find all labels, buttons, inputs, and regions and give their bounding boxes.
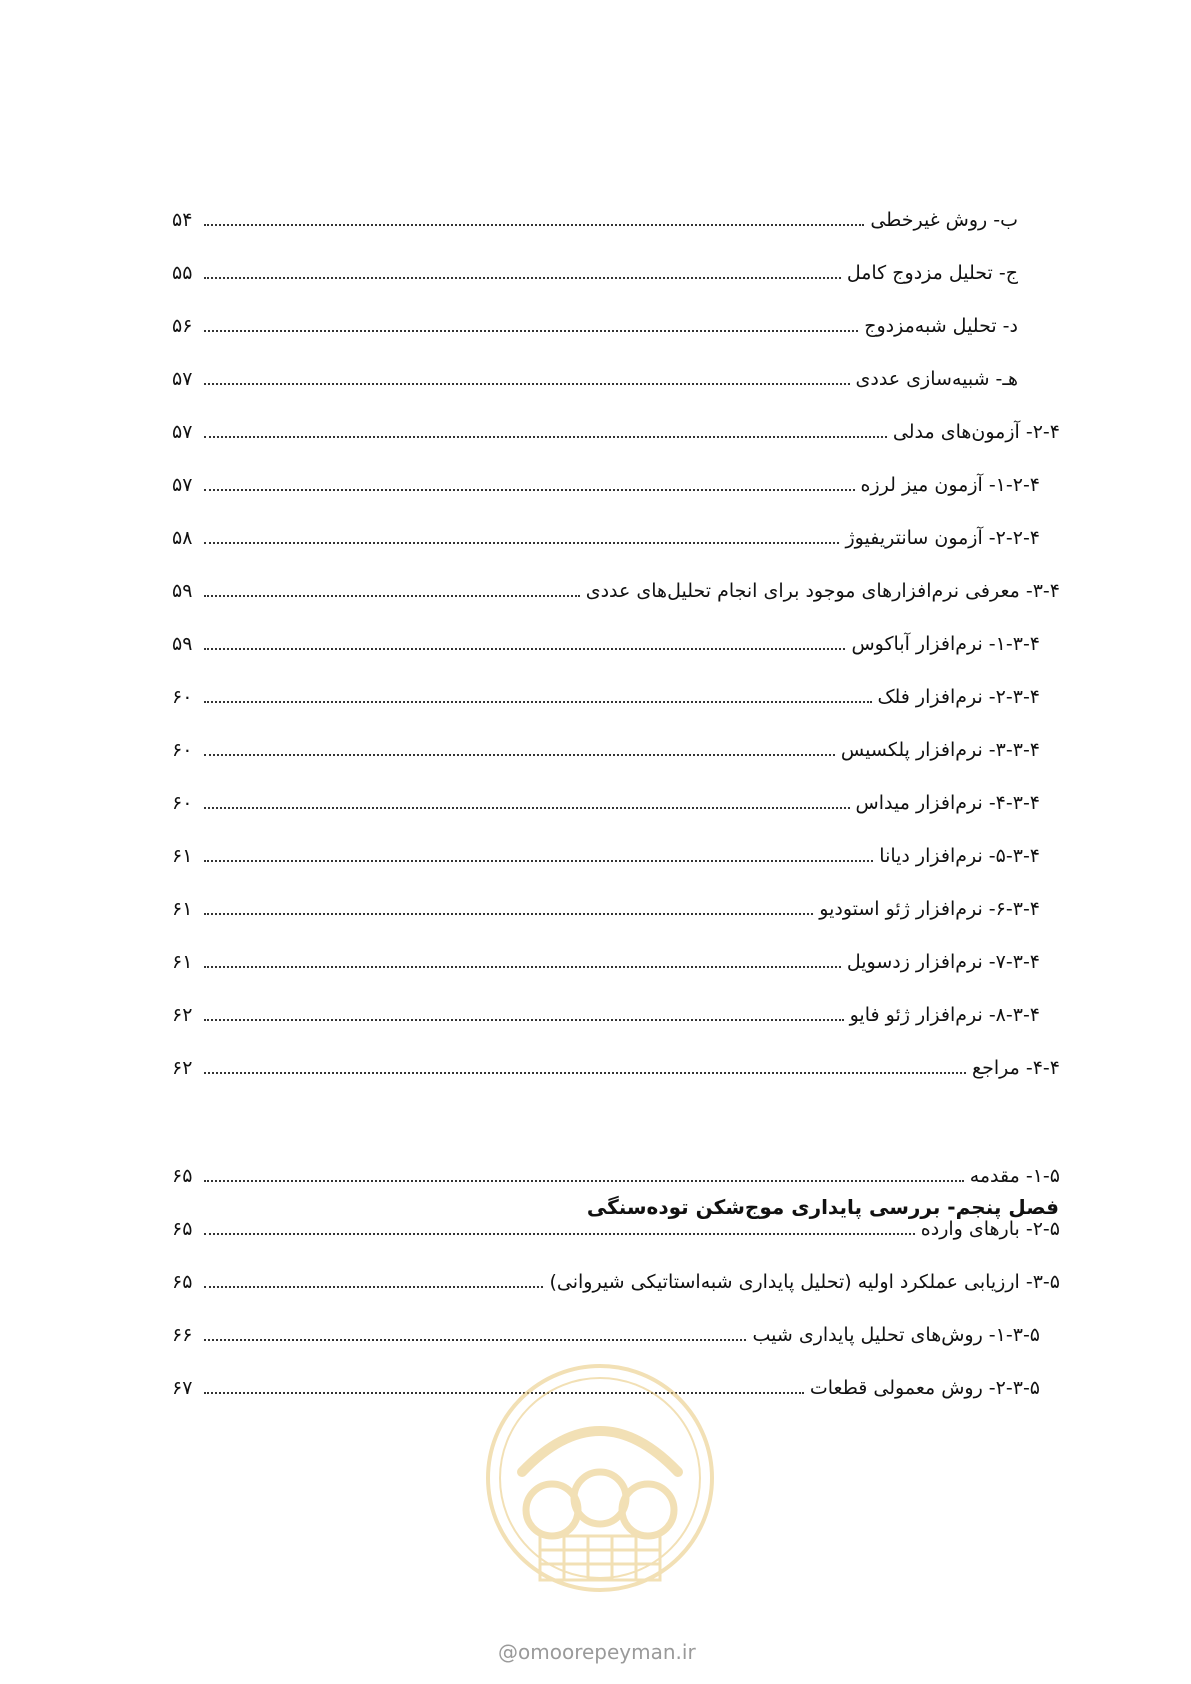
toc-title: ۴-۴- مراجع — [972, 1057, 1060, 1079]
toc-title: ۳-۴- معرفی نرم‌افزارهای موجود برای انجام تحلیل‌های عددی — [585, 580, 1060, 602]
toc-title: ۳-۳-۴- نرم‌افزار پلکسیس — [840, 739, 1040, 761]
seal-calligraphy-mark — [522, 1431, 678, 1472]
toc-row[interactable] — [172, 306, 1060, 340]
toc-title: ۳-۵- ارزیابی عملکرد اولیه (تحلیل پایداری شبه‌استاتیکی شیروانی) — [549, 1271, 1060, 1293]
dot-leader — [204, 1071, 966, 1074]
dot-leader — [204, 1338, 746, 1341]
toc-title: ۲-۳-۴- نرم‌افزار فلک — [877, 686, 1040, 708]
toc-row[interactable] — [172, 730, 1060, 764]
toc-page-number: ۶۷ — [172, 1377, 193, 1399]
toc-row[interactable] — [172, 783, 1060, 817]
toc-title: ۷-۳-۴- نرم‌افزار زدسویل — [846, 951, 1040, 973]
toc-title: ۸-۳-۴- نرم‌افزار ژئو فایو — [849, 1004, 1040, 1026]
dot-leader — [204, 223, 864, 226]
watermark-seal — [482, 1360, 718, 1596]
toc-page-number: ۵۹ — [172, 580, 193, 602]
dot-leader — [204, 753, 835, 756]
dot-leader — [204, 594, 580, 597]
seal-grid — [540, 1536, 660, 1580]
toc-page-number: ۵۷ — [172, 368, 193, 390]
dot-leader — [204, 488, 855, 491]
toc-row[interactable] — [172, 518, 1060, 552]
toc-page-number: ۶۶ — [172, 1324, 193, 1346]
toc-row[interactable] — [172, 1156, 1060, 1190]
toc-page-number: ۶۰ — [172, 792, 193, 814]
toc-page-number: ۶۵ — [172, 1218, 193, 1240]
toc-title: ۲-۲-۴- آزمون سانتریفیوژ — [845, 527, 1040, 549]
toc-page-number: ۶۵ — [172, 1271, 193, 1293]
toc-page-number: ۵۸ — [172, 527, 193, 549]
toc-row[interactable] — [172, 359, 1060, 393]
toc-page-number: ۶۲ — [172, 1057, 193, 1079]
toc-page-number: ۶۵ — [172, 1165, 193, 1187]
toc-title: ۱-۳-۴- نرم‌افزار آباکوس — [851, 633, 1040, 655]
dot-leader — [204, 382, 850, 385]
toc-page-number: ۶۱ — [172, 845, 193, 867]
gear-icon — [574, 1472, 626, 1524]
dot-leader — [204, 1018, 844, 1021]
dot-leader — [204, 806, 850, 809]
seal-inner-ring — [500, 1378, 700, 1578]
dot-leader — [204, 912, 813, 915]
dot-leader — [204, 541, 839, 544]
dot-leader — [204, 276, 841, 279]
toc-title: ب- روش غیرخطی — [870, 209, 1018, 231]
toc-row[interactable] — [172, 412, 1060, 446]
dot-leader — [204, 329, 858, 332]
toc-title: ۲-۴- آزمون‌های مدلی — [892, 421, 1060, 443]
toc-row[interactable] — [172, 624, 1060, 658]
toc-row[interactable] — [172, 677, 1060, 711]
toc-row[interactable] — [172, 1315, 1060, 1349]
dot-leader — [204, 1285, 543, 1288]
seal-outer-ring — [488, 1366, 712, 1590]
toc-page-number: ۶۱ — [172, 898, 193, 920]
toc-page-number: ۶۱ — [172, 951, 193, 973]
toc-title: ۱-۵- مقدمه — [969, 1165, 1060, 1187]
toc-row[interactable] — [172, 889, 1060, 923]
toc-row[interactable] — [172, 836, 1060, 870]
watermark-url — [498, 1640, 696, 1664]
toc-title: ج- تحلیل مزدوج کامل — [846, 262, 1018, 284]
toc-row[interactable] — [172, 995, 1060, 1029]
toc-title: ۶-۳-۴- نرم‌افزار ژئو استودیو — [819, 898, 1040, 920]
toc-page-number: ۵۷ — [172, 421, 193, 443]
dot-leader — [204, 1232, 915, 1235]
toc-page-number: ۶۰ — [172, 686, 193, 708]
toc-page-number: ۵۶ — [172, 315, 193, 337]
dot-leader — [204, 435, 887, 438]
toc-row[interactable] — [172, 200, 1060, 234]
dot-leader — [204, 965, 841, 968]
chapter-heading: فصل پنجم- بررسی پایداری موج‌شکن توده‌سنگی — [586, 1195, 1059, 1219]
gear-icon — [622, 1484, 674, 1536]
dot-leader — [204, 859, 873, 862]
gear-icon — [526, 1484, 578, 1536]
dot-leader — [204, 647, 845, 650]
toc-title: د- تحلیل شبه‌مزدوج — [864, 315, 1018, 337]
toc-row[interactable] — [172, 1048, 1060, 1082]
toc-title: ۱-۳-۵- روش‌های تحلیل پایداری شیب — [752, 1324, 1040, 1346]
toc-title: ۴-۳-۴- نرم‌افزار میداس — [855, 792, 1040, 814]
toc-page-number: ۵۷ — [172, 474, 193, 496]
watermark-url-text: omoorepeyman.ir — [518, 1640, 696, 1664]
dot-leader — [204, 1179, 964, 1182]
toc-page-number: ۵۴ — [172, 209, 193, 231]
toc-row[interactable] — [172, 942, 1060, 976]
dot-leader — [204, 700, 872, 703]
toc-row[interactable] — [172, 465, 1060, 499]
toc-title: ۲-۵- بارهای وارده — [920, 1218, 1060, 1240]
toc-row[interactable] — [172, 253, 1060, 287]
toc-row[interactable] — [172, 571, 1060, 605]
toc-row[interactable] — [172, 1209, 1060, 1243]
toc-page-number: ۵۹ — [172, 633, 193, 655]
toc-title: ۵-۳-۴- نرم‌افزار دیانا — [879, 845, 1040, 867]
toc-page-number: ۶۲ — [172, 1004, 193, 1026]
toc-page-number: ۵۵ — [172, 262, 193, 284]
toc-page-number: ۶۰ — [172, 739, 193, 761]
toc-row[interactable] — [172, 1262, 1060, 1296]
toc-title: هـ- شبیه‌سازی عددی — [855, 368, 1018, 390]
toc-title: ۲-۳-۵- روش معمولی قطعات — [809, 1377, 1040, 1399]
toc-title: ۱-۲-۴- آزمون میز لرزه — [860, 474, 1040, 496]
at-icon: @ — [498, 1640, 518, 1664]
